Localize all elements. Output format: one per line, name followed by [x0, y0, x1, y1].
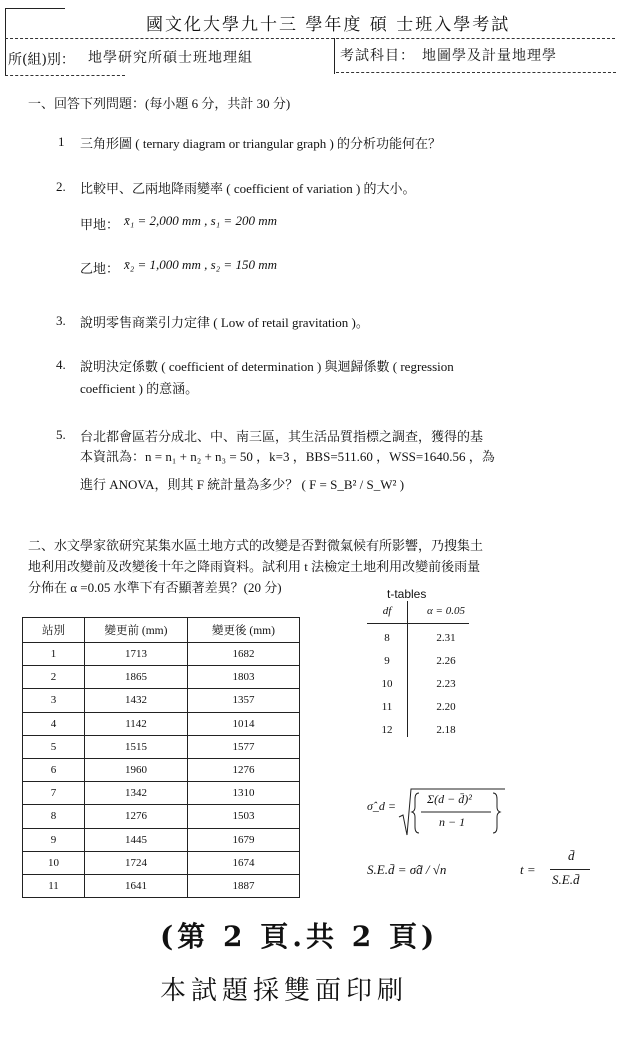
station-cell: 2: [23, 666, 85, 689]
after-cell: 1310: [188, 782, 300, 805]
t-table-row: [367, 724, 487, 746]
header-divider: [5, 38, 615, 39]
t-fraction-bar: [550, 869, 590, 870]
t-table-row: [367, 701, 487, 723]
t-table-df: 10: [381, 678, 393, 690]
question-5-line-3: 進行 ANOVA，則其 F 統計量為多少？ ( F = S_B² / S_W² ): [80, 477, 405, 492]
after-cell: 1887: [188, 874, 300, 897]
before-cell: 1713: [85, 643, 188, 666]
site-b-formula: x̄₂ = 1,000 mm , s₂ = 150 mm: [124, 257, 277, 272]
header-bottom-right: [336, 72, 616, 73]
sigma-denominator: n − 1: [439, 815, 466, 829]
sigma-formula: [367, 787, 507, 837]
section-1-heading: 一、回答下列問題：(每小題 6 分，共計 30 分): [28, 96, 291, 111]
station-cell: 4: [23, 712, 85, 735]
question-4-line-1: 說明決定係數 ( coefficient of determination ) 與迴歸係數 ( regression: [80, 359, 454, 374]
double-sided-note: 本試題採雙面印刷: [160, 976, 409, 1006]
question-4-line-2: coefficient ) 的意涵。: [80, 381, 199, 396]
question-5-line-2: 本資訊為：n = n₁ + n₂ + n₃ = 50 ，k=3 ，BBS=511.60 ，WSS=1640.56 ，為: [80, 449, 495, 464]
before-cell: 1865: [85, 666, 188, 689]
before-cell: 1641: [85, 874, 188, 897]
after-cell: 1682: [188, 643, 300, 666]
t-lhs: t =: [520, 862, 536, 877]
header-after: 變更後 (mm): [188, 618, 300, 643]
before-cell: 1515: [85, 735, 188, 758]
t-table-hline: [367, 623, 469, 624]
after-cell: 1803: [188, 666, 300, 689]
sigma-numerator: Σ(d − d̄)²: [427, 792, 472, 806]
before-cell: 1960: [85, 758, 188, 781]
table-row: [23, 643, 300, 666]
t-numerator: d̄: [568, 848, 575, 863]
header-mid-divider: [334, 38, 335, 74]
t-table-row: [367, 655, 487, 677]
subject-value: 地圖學及計量地理學: [422, 48, 557, 64]
t-table-df: 11: [381, 701, 393, 713]
department-value: 地學研究所碩士班地理組: [88, 50, 253, 66]
after-cell: 1679: [188, 828, 300, 851]
table-row: [23, 851, 300, 874]
question-3-text: 說明零售商業引力定律 ( Low of retail gravitation )。: [80, 315, 369, 330]
t-table-value: 2.26: [436, 655, 456, 667]
station-cell: 1: [23, 643, 85, 666]
header-before: 變更前 (mm): [85, 618, 188, 643]
site-a-formula: x̄₁ = 2,000 mm , s₁ = 200 mm: [124, 213, 277, 228]
table-row: [23, 666, 300, 689]
t-table-title: t-tables: [387, 587, 427, 601]
station-cell: 5: [23, 735, 85, 758]
section-2-line-1: 二、水文學家欲研究某集水區土地方式的改變是否對微氣候有所影響，乃搜集土: [28, 538, 484, 553]
after-cell: 1276: [188, 758, 300, 781]
station-cell: 9: [23, 828, 85, 851]
header-frame-top: [5, 8, 65, 9]
before-cell: 1724: [85, 851, 188, 874]
department-label: 所(組)別：: [8, 52, 75, 68]
sigma-lhs: σ̂_d =: [367, 799, 397, 813]
station-cell: 6: [23, 758, 85, 781]
t-denominator: S.E.d̄: [552, 872, 580, 887]
question-2-number: 2.: [56, 179, 66, 194]
before-cell: 1276: [85, 805, 188, 828]
before-cell: 1142: [85, 712, 188, 735]
header-frame-left: [5, 8, 6, 76]
before-cell: 1432: [85, 689, 188, 712]
t-table-df: 8: [384, 632, 390, 644]
t-table-value: 2.20: [436, 701, 456, 713]
site-b-label: 乙地：: [80, 261, 120, 276]
question-3-number: 3.: [56, 313, 66, 328]
exam-title: 國文化大學九十三 學年度 碩 士班入學考試: [146, 15, 511, 35]
table-row: [23, 758, 300, 781]
station-cell: 3: [23, 689, 85, 712]
question-1-number: 1: [58, 134, 65, 149]
page-indicator: (第 2 頁.共 2 頁): [160, 920, 439, 953]
question-1-text: 三角形圖 ( ternary diagram or triangular graph ) 的分析功能何在？: [80, 136, 442, 151]
question-4-number: 4.: [56, 357, 66, 372]
t-table-df: 9: [384, 655, 390, 667]
station-cell: 11: [23, 874, 85, 897]
table-row: [23, 874, 300, 897]
station-cell: 7: [23, 782, 85, 805]
question-5-line-1: 台北都會區若分成北、中、南三區，其生活品質指標之調查，獲得的基: [80, 429, 484, 444]
table-row: [23, 828, 300, 851]
question-5-number: 5.: [56, 427, 66, 442]
t-statistic-formula: [520, 848, 600, 892]
t-table-value: 2.18: [436, 724, 456, 736]
t-table-row: [367, 678, 487, 700]
table-row: [23, 805, 300, 828]
station-cell: 8: [23, 805, 85, 828]
after-cell: 1503: [188, 805, 300, 828]
site-a-label: 甲地：: [80, 217, 120, 232]
t-table-df: 12: [381, 724, 393, 736]
after-cell: 1014: [188, 712, 300, 735]
t-table-value: 2.31: [436, 632, 456, 644]
station-cell: 10: [23, 851, 85, 874]
standard-error-formula: S.E.d̄ = σ̂d / √n: [367, 862, 447, 877]
before-cell: 1342: [85, 782, 188, 805]
rainfall-table: [22, 617, 300, 898]
section-2-line-3: 分佈在 α =0.05 水準下有否顯著差異？(20 分): [28, 580, 282, 595]
t-table-row: [367, 632, 487, 654]
table-row: [23, 735, 300, 758]
t-table-value: 2.23: [436, 678, 456, 690]
t-table-header-df: df: [382, 605, 392, 617]
table-row: [23, 689, 300, 712]
table-row: [23, 712, 300, 735]
after-cell: 1674: [188, 851, 300, 874]
after-cell: 1357: [188, 689, 300, 712]
section-2-line-2: 地利用改變前及改變後十年之降雨資料。試利用 t 法檢定土地利用改變前後雨量: [28, 559, 481, 574]
before-cell: 1445: [85, 828, 188, 851]
t-table-header-alpha: α = 0.05: [427, 605, 465, 617]
header-station: 站別: [23, 618, 85, 643]
question-2-text: 比較甲、乙兩地降雨變率 ( coefficient of variation ) 的大小。: [80, 181, 416, 196]
table-header-row: [23, 618, 300, 643]
after-cell: 1577: [188, 735, 300, 758]
header-bottom: [5, 75, 125, 76]
subject-label: 考試科目：: [340, 48, 415, 64]
table-row: [23, 782, 300, 805]
